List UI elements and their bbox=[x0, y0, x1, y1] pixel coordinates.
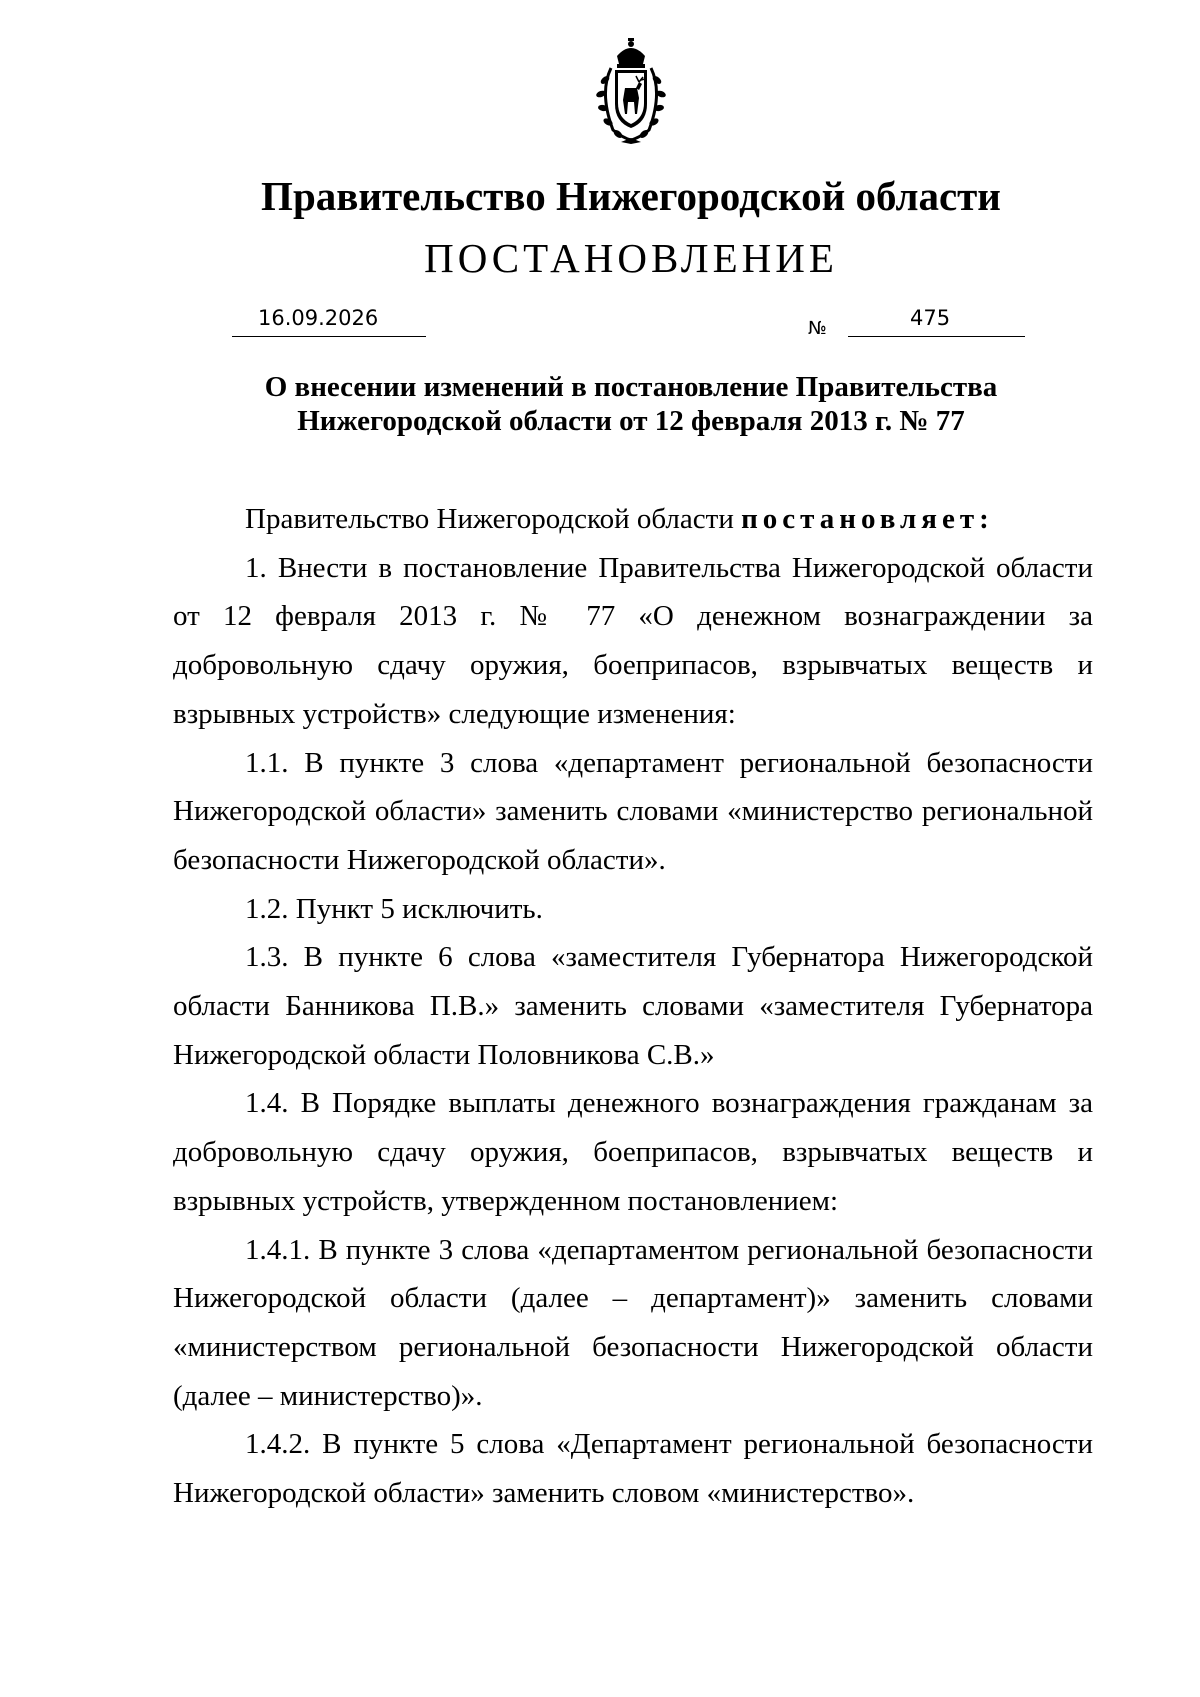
intro-paragraph bbox=[173, 495, 1093, 544]
paragraph-1-3: 1.3. В пункте 6 слова «заместителя Губернатора Нижегородской области Банникова П.В.» заменить словами «заместителя Губернатора Нижегородской области Половникова С.В.» bbox=[173, 941, 1093, 1071]
paragraph-1-4-2: 1.4.2. В пункте 5 слова «Департамент региональной безопасности Нижегородской области» заменить словом «министерство». bbox=[173, 1428, 1093, 1510]
paragraph-1-2: 1.2. Пункт 5 исключить. bbox=[245, 892, 543, 925]
date-field bbox=[232, 306, 426, 337]
title-line-1: О внесении изменений в постановление Правительства bbox=[264, 371, 998, 403]
document-number: 475 bbox=[910, 306, 951, 330]
intro-verb: постановляет: bbox=[741, 503, 994, 535]
coat-of-arms-icon bbox=[581, 38, 681, 146]
number-field bbox=[848, 306, 1025, 337]
paragraph-1-1: 1.1. В пункте 3 слова «департамент региональной безопасности Нижегородской области» заменить словами «министерство региональной безопасности Нижегородской области». bbox=[173, 746, 1093, 876]
document-type: ПОСТАНОВЛЕНИЕ bbox=[424, 235, 838, 281]
document-title bbox=[170, 370, 1092, 438]
organization-name: Правительство Нижегородской области bbox=[261, 173, 1001, 219]
title-line-2: Нижегородской области от 12 февраля 2013 г. № 77 bbox=[297, 405, 965, 437]
paragraph-1: 1. Внести в постановление Правительства Нижегородской области от 12 февраля 2013 г. № 77 «О денежном вознаграждении за добровольную сдачу оружия, боеприпасов, взрывчатых веществ и взрывных устройств» следующие изменения: bbox=[173, 551, 1093, 730]
document-body bbox=[173, 495, 1093, 1518]
paragraph-1-4: 1.4. В Порядке выплаты денежного вознаграждения гражданам за добровольную сдачу оружия, боеприпасов, взрывчатых веществ и взрывных устройств, утвержденном постановлением: bbox=[173, 1087, 1093, 1217]
intro-text: Правительство Нижегородской области bbox=[245, 503, 734, 535]
paragraph-1-4-1: 1.4.1. В пункте 3 слова «департаментом региональной безопасности Нижегородской области (далее – департамент)» заменить словами «министерством региональной безопасности Нижегородской области (далее – министерство)». bbox=[173, 1233, 1093, 1412]
document-date: 16.09.2026 bbox=[258, 306, 379, 330]
number-sign: № bbox=[808, 318, 827, 339]
